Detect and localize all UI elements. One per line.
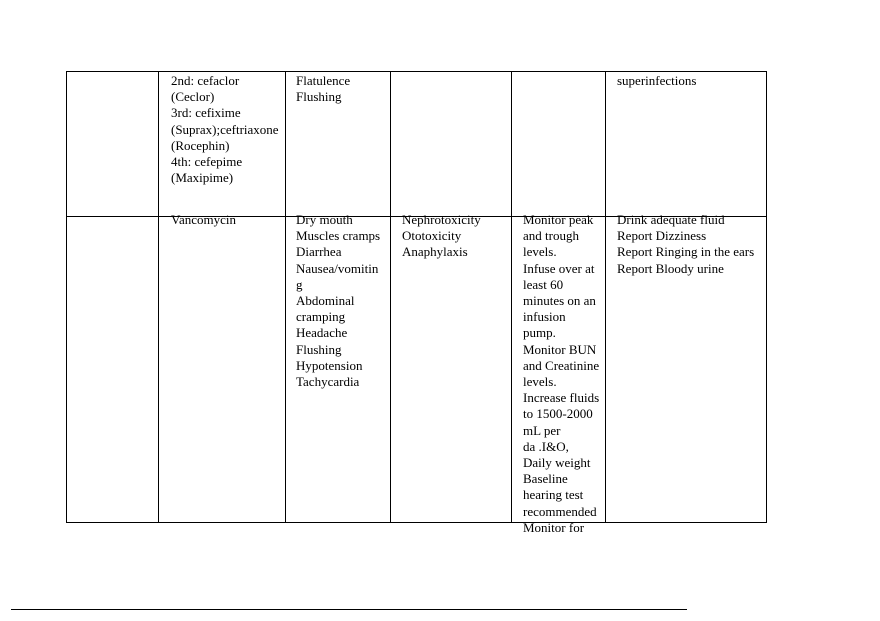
cell-line: (Rocephin)	[171, 137, 230, 153]
table-top-border	[66, 71, 767, 72]
col-divider-2	[285, 71, 286, 522]
cell-line: Headache	[296, 325, 348, 341]
drug-table	[66, 71, 767, 535]
cell-line: least 60	[523, 276, 564, 292]
cell-line: Muscles cramps	[296, 228, 381, 244]
cell-line: 2nd: cefaclor	[171, 73, 240, 88]
cell-line: superinfections	[617, 73, 697, 88]
cell-line: Nausea/vomitin	[296, 260, 379, 276]
row2-drug-name	[171, 212, 236, 228]
cell-line: Abdominal	[296, 293, 355, 309]
footer-rule	[11, 609, 687, 610]
row2-nursing-interventions	[523, 212, 599, 536]
cell-line: Nephrotoxicity	[402, 212, 481, 227]
cell-line: Flatulence	[296, 73, 351, 88]
cell-line: infusion	[523, 309, 566, 325]
cell-line: Baseline	[523, 471, 568, 487]
cell-line: Vancomycin	[171, 212, 236, 227]
cell-line: to 1500-2000	[523, 406, 593, 422]
cell-line: Dry mouth	[296, 212, 353, 227]
cell-line: Monitor for	[523, 519, 585, 535]
cell-line: and Creatinine	[523, 357, 600, 373]
cell-line: pump.	[523, 325, 556, 341]
cell-line: Increase fluids	[523, 390, 600, 406]
row1-side-effects	[296, 73, 350, 105]
cell-line: (Maxipime)	[171, 170, 234, 186]
col-divider-4	[511, 71, 512, 522]
cell-line: Report Dizziness	[617, 228, 707, 244]
cell-line: Anaphylaxis	[402, 244, 468, 260]
cell-line: Hypotension	[296, 357, 363, 373]
col-divider-1	[158, 71, 159, 522]
cell-line: Flushing	[296, 89, 342, 105]
cell-line: da .I&O,	[523, 438, 569, 454]
cell-line: hearing test	[523, 487, 584, 503]
table-right-border	[766, 71, 767, 522]
cell-line: Report Ringing in the ears	[617, 244, 755, 260]
cell-line: Tachycardia	[296, 374, 360, 390]
cell-line: Daily weight	[523, 455, 591, 471]
cell-line: Report Bloody urine	[617, 260, 724, 276]
row2-side-effects	[296, 212, 380, 390]
cell-line: levels.	[523, 244, 557, 260]
row2-adverse-effects	[402, 212, 481, 261]
cell-line: mL per	[523, 422, 561, 438]
cell-line: recommended	[523, 503, 597, 519]
cell-line: Monitor peak	[523, 212, 594, 227]
cell-line: Flushing	[296, 341, 342, 357]
cell-line: 3rd: cefixime	[171, 105, 241, 121]
cell-line: Infuse over at	[523, 260, 595, 276]
col-divider-3	[390, 71, 391, 522]
row1-patient-teaching	[617, 73, 696, 89]
cell-line: (Ceclor)	[171, 89, 215, 105]
cell-line: cramping	[296, 309, 346, 325]
cell-line: Monitor BUN	[523, 341, 597, 357]
row2-patient-teaching	[617, 212, 754, 277]
cell-line: and trough	[523, 228, 579, 244]
col-divider-5	[605, 71, 606, 522]
cell-line: Diarrhea	[296, 244, 342, 260]
row1-drug-names	[171, 73, 279, 186]
cell-line: 4th: cefepime	[171, 154, 243, 170]
cell-line: Ototoxicity	[402, 228, 462, 244]
cell-line: levels.	[523, 374, 557, 390]
cell-line: g	[296, 276, 303, 292]
cell-line: (Suprax);ceftriaxone	[171, 121, 279, 137]
cell-line: Drink adequate fluid	[617, 212, 725, 227]
cell-line: minutes on an	[523, 293, 596, 309]
